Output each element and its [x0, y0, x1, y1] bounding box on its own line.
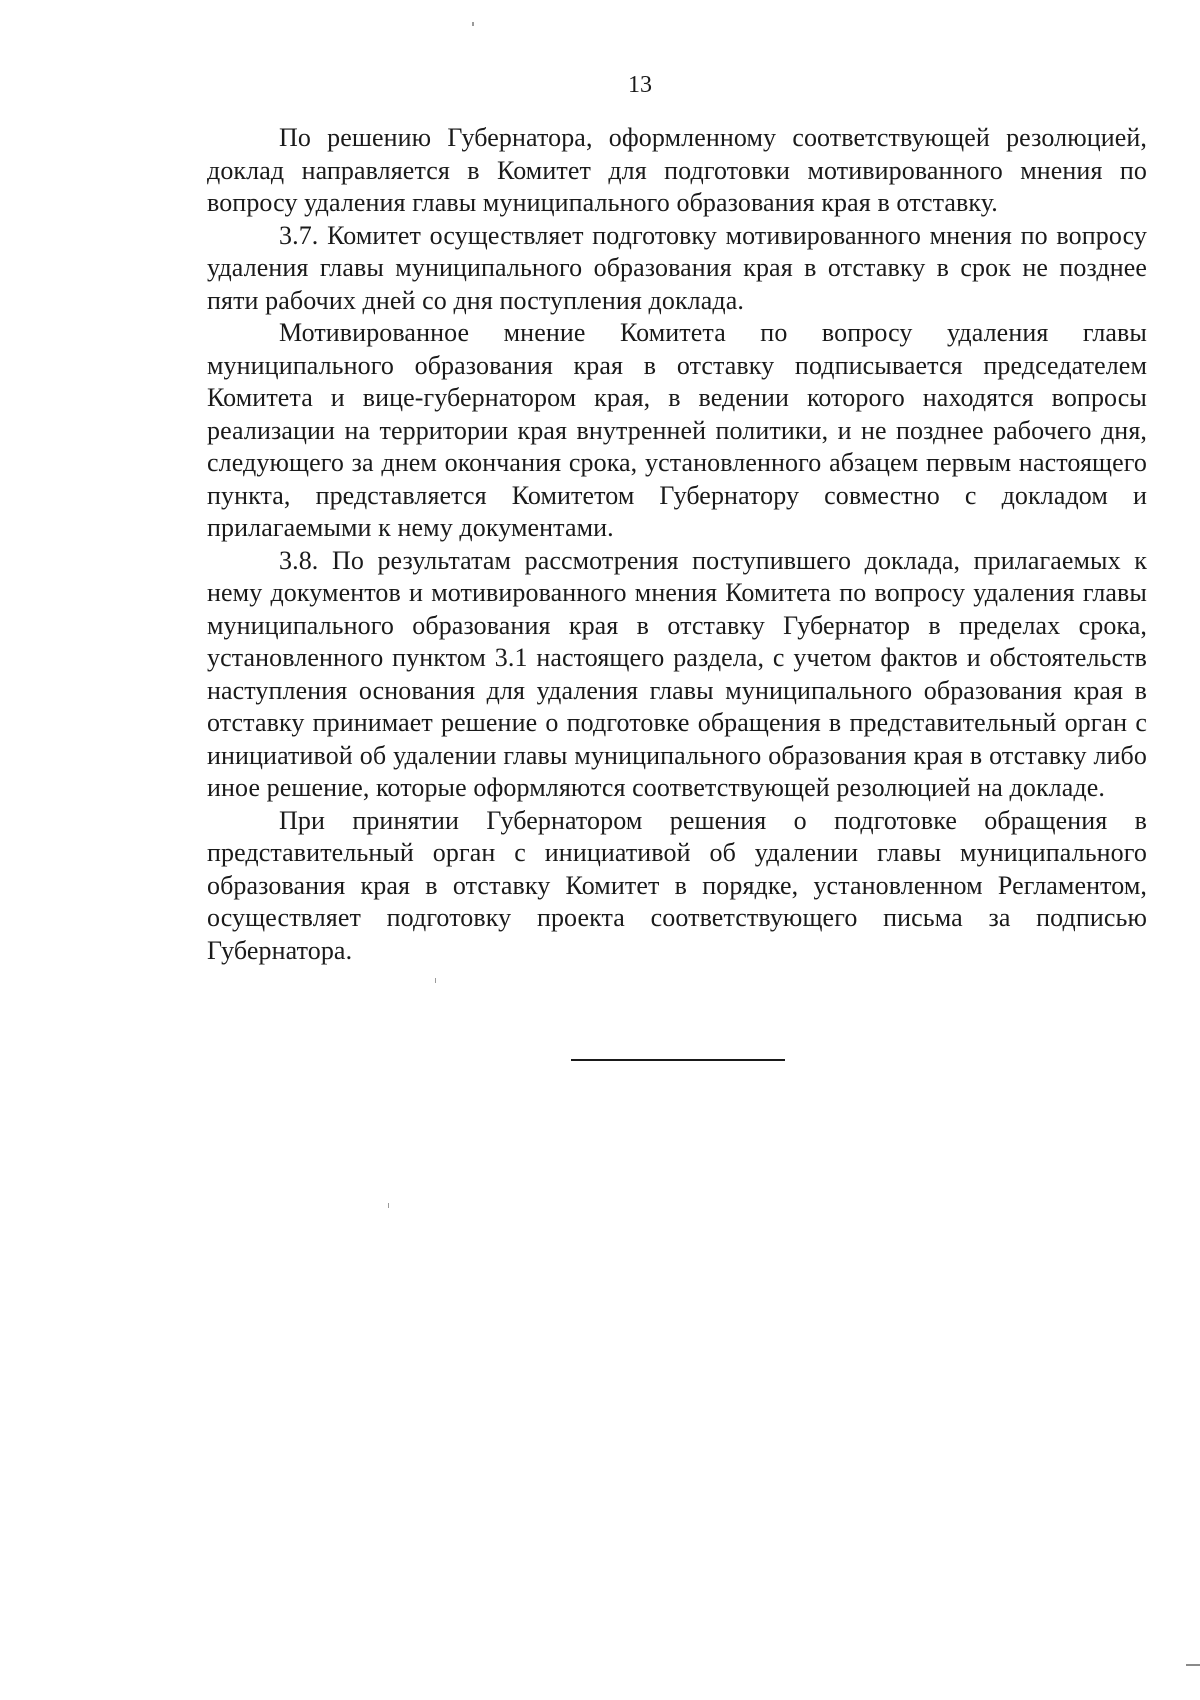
paragraph-3-8: 3.8. По результатам рассмотрения поступившего доклада, прилагаемых к нему документов и мотивированного мнения Комитета по вопросу удаления главы муниципального образования края в отставку Губернатор в пределах срока, установленного пунктом 3.1 настоящего раздела, с учетом фактов и обстоятельств наступления основания для удаления главы муниципального образования края в отставку принимает решение о подготовке обращения в представительный орган с инициативой об удалении главы муниципального образования края в отставку либо иное решение, которые оформляются соответствующей резолюцией на докладе.: [207, 545, 1147, 802]
end-of-document-divider: [571, 1059, 785, 1061]
scan-edge-mark: [1186, 1664, 1200, 1666]
scan-speck: [435, 978, 436, 983]
paragraph-motivated-opinion: Мотивированное мнение Комитета по вопросу удаления главы муниципального образования края в отставку подписывается председателем Комитета и вице-губернатором края, в ведении которого находятся вопросы реализации на территории края внутренней политики, и не позднее рабочего дня, следующего за днем окончания срока, установленного абзацем первым настоящего пункта, представляется Комитетом Губернатору совместно с докладом и прилагаемыми к нему документами.: [207, 318, 1147, 542]
scan-speck: [388, 1203, 389, 1208]
scan-speck: [472, 22, 474, 26]
page-number: 13: [628, 72, 652, 98]
paragraph-appeal-preparation: При принятии Губернатором решения о подготовке обращения в представительный орган с инициативой об удалении главы муниципального образования края в отставку Комитет в порядке, установленном Регламентом, осуществляет подготовку проекта соответствующего письма за подписью Губернатора.: [207, 805, 1147, 965]
paragraph-3-7: 3.7. Комитет осуществляет подготовку мотивированного мнения по вопросу удаления главы муниципального образования края в отставку в срок не позднее пяти рабочих дней со дня поступления доклада.: [207, 220, 1147, 315]
document-body: [207, 122, 1147, 967]
paragraph-governor-decision: По решению Губернатора, оформленному соответствующей резолюцией, доклад направляется в Комитет для подготовки мотивированного мнения по вопросу удаления главы муниципального образования края в отставку.: [207, 123, 1147, 217]
